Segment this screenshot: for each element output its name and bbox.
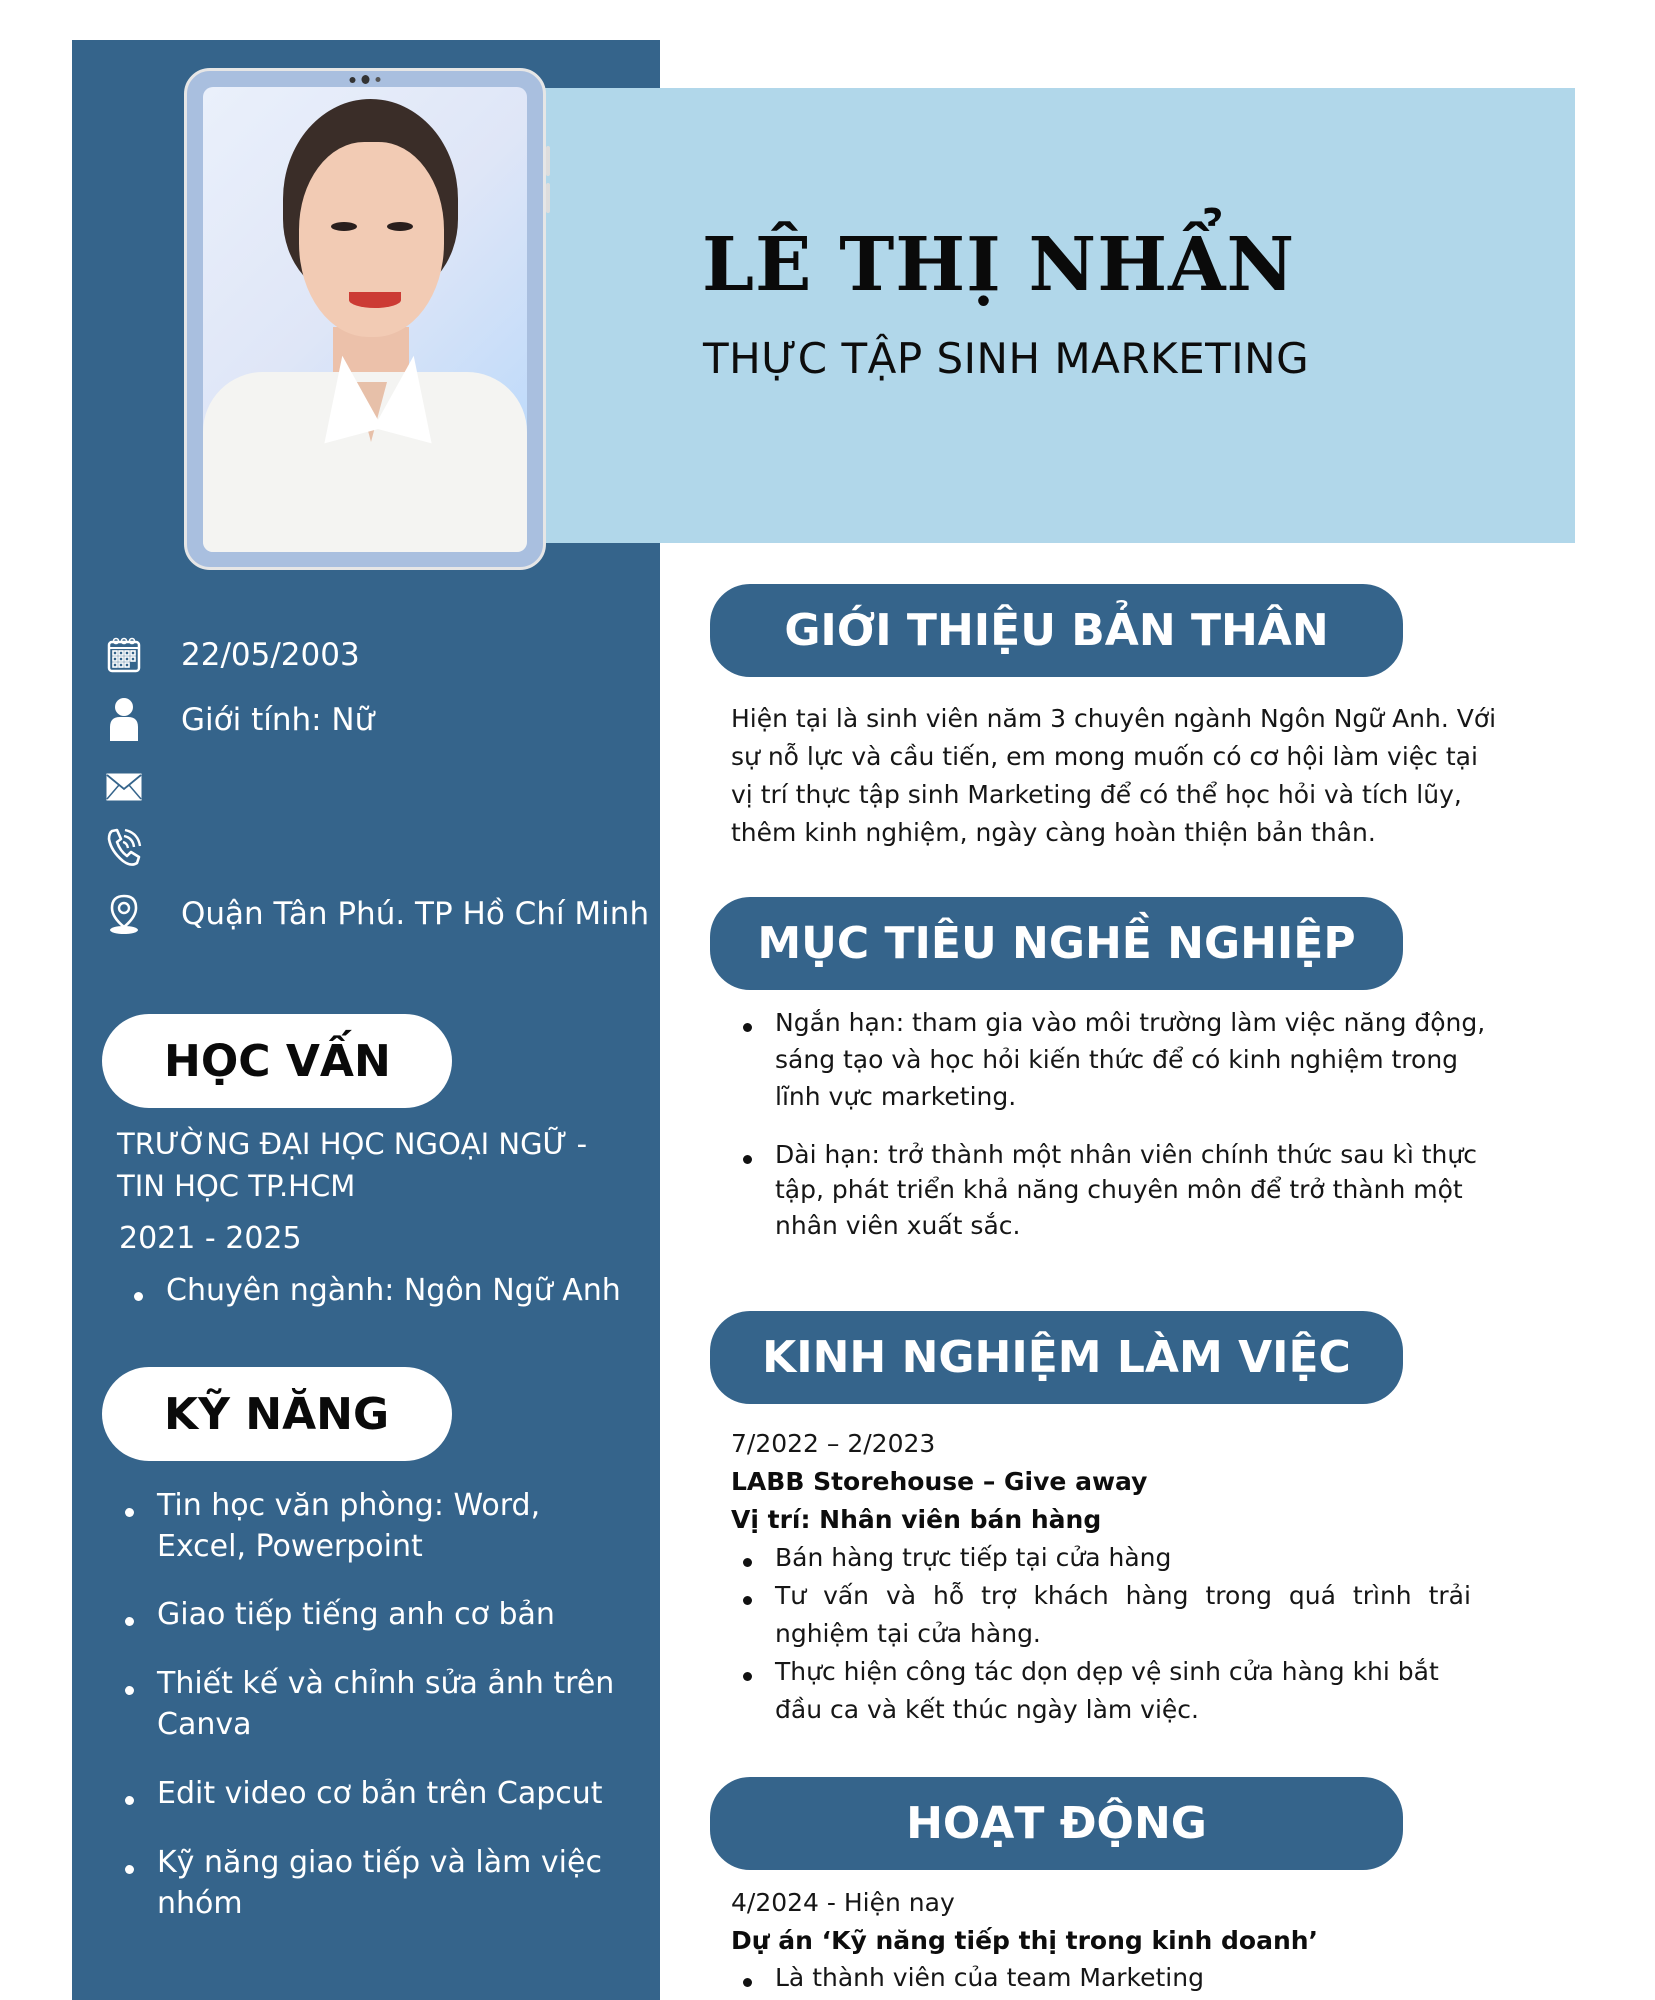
skill-item-cont: nhóm (157, 1886, 243, 1921)
skill-item-cont: Excel, Powerpoint (157, 1529, 423, 1564)
education-years: 2021 - 2025 (119, 1221, 302, 1256)
objective-long-term: Dài hạn: trở thành một nhân viên chính thức sau kì thực (775, 1140, 1477, 1169)
skill-item: Kỹ năng giao tiếp và làm việc (157, 1845, 602, 1880)
contact-email (105, 765, 143, 809)
bullet (125, 1508, 134, 1517)
job-title: THỰC TẬP SINH MARKETING (703, 334, 1310, 383)
tablet-button (546, 183, 550, 213)
school-name-cont: TIN HỌC TP.HCM (117, 1169, 356, 1203)
bullet (743, 1978, 752, 1987)
profile-photo-frame (184, 68, 546, 570)
activity-project: Dự án ‘Kỹ năng tiếp thị trong kinh doanh’ (731, 1926, 1319, 1955)
activities-heading: HOẠT ĐỘNG (906, 1798, 1207, 1849)
experience-duty: Thực hiện công tác dọn dẹp vệ sinh cửa hàng khi bắt (775, 1657, 1439, 1686)
tablet-button (546, 146, 550, 176)
contact-address (105, 892, 650, 936)
bullet (743, 1558, 752, 1567)
bullet (125, 1686, 134, 1695)
skill-item: Edit video cơ bản trên Capcut (157, 1776, 603, 1811)
skills-heading-pill (102, 1367, 452, 1461)
skill-item: Tin học văn phòng: Word, (157, 1488, 541, 1523)
bullet (125, 1617, 134, 1626)
about-heading: GIỚI THIỆU BẢN THÂN (784, 605, 1329, 656)
experience-period: 7/2022 – 2/2023 (731, 1429, 936, 1458)
objective-heading-pill (710, 897, 1403, 990)
calendar-icon (105, 636, 143, 674)
bullet (134, 1292, 143, 1301)
bullet (125, 1865, 134, 1874)
about-heading-pill (710, 584, 1403, 677)
about-text: Hiện tại là sinh viên năm 3 chuyên ngành Ngôn Ngữ Anh. Với (731, 704, 1497, 733)
bullet (743, 1155, 752, 1164)
activities-heading-pill (710, 1777, 1403, 1870)
bullet (743, 1672, 752, 1681)
objective-long-term-cont: tập, phát triển khả năng chuyên môn để trở thành một (775, 1175, 1463, 1204)
skills-heading: KỸ NĂNG (164, 1389, 390, 1440)
experience-duty-cont: đầu ca và kết thúc ngày làm việc. (775, 1695, 1199, 1724)
bullet (743, 1023, 752, 1032)
gender-value: Giới tính: Nữ (181, 702, 375, 738)
skill-item-cont: Canva (157, 1707, 252, 1742)
objective-heading: MỤC TIÊU NGHỀ NGHIỆP (757, 918, 1356, 969)
person-icon (105, 701, 143, 739)
activity-period: 4/2024 - Hiện nay (731, 1888, 955, 1917)
experience-duty: Bán hàng trực tiếp tại cửa hàng (775, 1543, 1172, 1572)
about-text: vị trí thực tập sinh Marketing để có thể học hỏi và tích lũy, (731, 780, 1462, 809)
education-major: Chuyên ngành: Ngôn Ngữ Anh (166, 1273, 621, 1308)
objective-short-term-cont: sáng tạo và học hỏi kiến thức để có kinh nghiệm trong (775, 1045, 1459, 1074)
education-heading-pill (102, 1014, 452, 1108)
experience-duty: Tư vấn và hỗ trợ khách hàng trong quá trình trải (775, 1581, 1471, 1610)
objective-long-term-cont: nhân viên xuất sắc. (775, 1211, 1021, 1240)
experience-heading: KINH NGHIỆM LÀM VIỆC (762, 1332, 1351, 1383)
birthday-value: 22/05/2003 (181, 637, 360, 673)
education-heading: HỌC VẤN (164, 1036, 391, 1087)
school-name: TRƯỜNG ĐẠI HỌC NGOẠI NGỮ - (117, 1127, 588, 1161)
skill-item: Thiết kế và chỉnh sửa ảnh trên (157, 1666, 615, 1701)
activity-duty: Là thành viên của team Marketing (775, 1963, 1204, 1992)
phone-icon (105, 828, 143, 866)
experience-position: Vị trí: Nhân viên bán hàng (731, 1505, 1102, 1534)
contact-phone (105, 825, 143, 869)
profile-photo (203, 87, 527, 552)
address-value: Quận Tân Phú. TP Hồ Chí Minh (181, 896, 650, 932)
envelope-icon (105, 768, 143, 806)
about-text: sự nỗ lực và cầu tiến, em mong muốn có cơ hội làm việc tại (731, 742, 1478, 771)
about-text: thêm kinh nghiệm, ngày càng hoàn thiện bản thân. (731, 818, 1376, 847)
camera-dots-icon (350, 75, 381, 84)
objective-short-term-cont: lĩnh vực marketing. (775, 1082, 1017, 1111)
contact-gender (105, 698, 375, 742)
experience-duty-cont: nghiệm tại cửa hàng. (775, 1619, 1041, 1648)
skill-item: Giao tiếp tiếng anh cơ bản (157, 1597, 555, 1632)
header-background (544, 88, 1575, 543)
candidate-name: LÊ THỊ NHẨN (702, 222, 1296, 308)
contact-birthday (105, 633, 360, 677)
location-pin-icon (105, 895, 143, 933)
experience-company: LABB Storehouse – Give away (731, 1467, 1148, 1496)
bullet (743, 1596, 752, 1605)
experience-heading-pill (710, 1311, 1403, 1404)
objective-short-term: Ngắn hạn: tham gia vào môi trường làm việc năng động, (775, 1008, 1486, 1037)
bullet (125, 1796, 134, 1805)
